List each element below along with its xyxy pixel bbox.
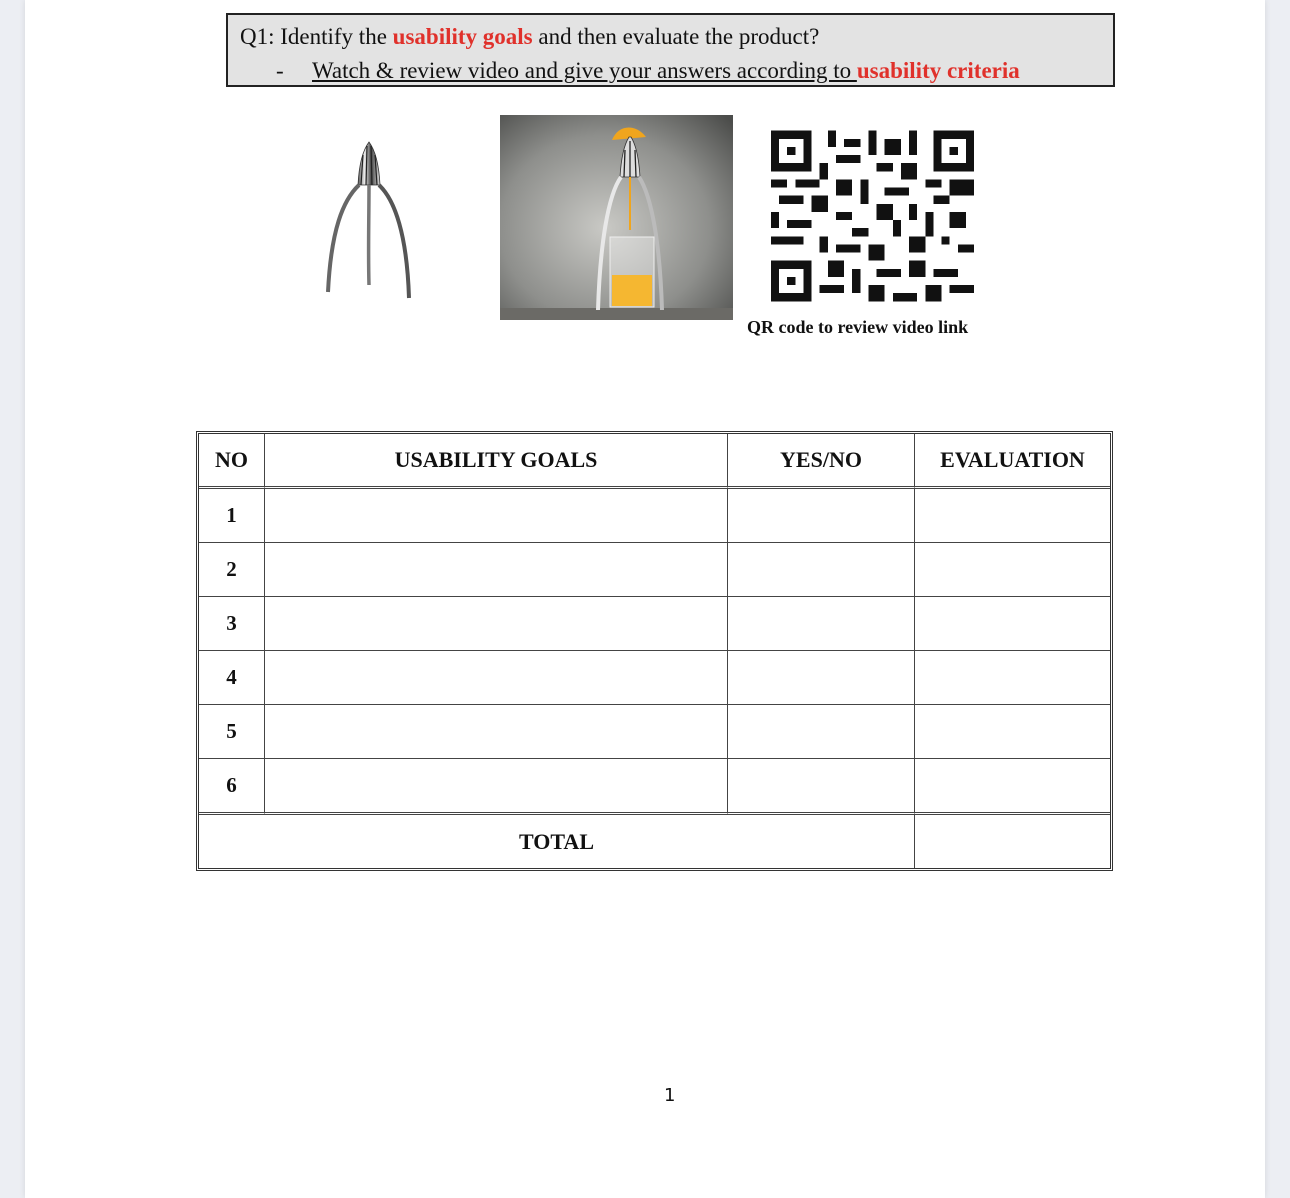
table-row	[199, 651, 1110, 705]
document-page	[25, 0, 1265, 1198]
row-number: 1	[199, 489, 265, 543]
goal-cell[interactable]	[265, 705, 728, 759]
header-evaluation: EVALUATION	[915, 434, 1110, 489]
table-header-row	[199, 434, 1110, 489]
question-line-2: - Watch & review video and give your answers according to usability criteria	[276, 58, 1020, 83]
table-row	[199, 705, 1110, 759]
goal-cell[interactable]	[265, 543, 728, 597]
header-no: NO	[199, 434, 265, 489]
goal-cell[interactable]	[265, 489, 728, 543]
qr-caption: QR code to review video link	[747, 317, 969, 337]
table-row	[199, 759, 1110, 815]
total-row	[199, 815, 1110, 868]
row-number: 3	[199, 597, 265, 651]
goal-cell[interactable]	[265, 759, 728, 815]
yes-no-cell[interactable]	[728, 597, 915, 651]
page-number: 1	[664, 1085, 676, 1106]
question-box	[226, 13, 1115, 87]
evaluation-cell[interactable]	[915, 651, 1110, 705]
goal-cell[interactable]	[265, 651, 728, 705]
total-label: TOTAL	[199, 815, 915, 868]
table-row	[199, 543, 1110, 597]
yes-no-cell[interactable]	[728, 759, 915, 815]
goals-table	[196, 431, 1113, 871]
table-row	[199, 597, 1110, 651]
evaluation-cell[interactable]	[915, 489, 1110, 543]
evaluation-cell[interactable]	[915, 705, 1110, 759]
evaluation-cell[interactable]	[915, 597, 1110, 651]
usability-criteria-highlight: usability criteria	[856, 58, 1020, 83]
header-yes-no: YES/NO	[728, 434, 915, 489]
juicer-in-use-photo	[500, 115, 733, 320]
yes-no-cell[interactable]	[728, 543, 915, 597]
evaluation-cell[interactable]	[915, 543, 1110, 597]
usability-table	[196, 431, 1113, 871]
goal-cell[interactable]	[265, 597, 728, 651]
row-number: 2	[199, 543, 265, 597]
bullet-dash: -	[276, 58, 284, 83]
usability-goals-highlight: usability goals	[392, 24, 533, 49]
yes-no-cell[interactable]	[728, 651, 915, 705]
row-number: 6	[199, 759, 265, 815]
header-usability-goals: USABILITY GOALS	[265, 434, 728, 489]
row-number: 4	[199, 651, 265, 705]
qr-code	[771, 130, 974, 302]
table-row	[199, 489, 1110, 543]
evaluation-cell[interactable]	[915, 759, 1110, 815]
yes-no-cell[interactable]	[728, 705, 915, 759]
juicer-product-image	[323, 140, 415, 300]
yes-no-cell[interactable]	[728, 489, 915, 543]
row-number: 5	[199, 705, 265, 759]
question-line-1: Q1: Identify the usability goals and then evaluate the product?	[240, 24, 820, 49]
total-value-cell[interactable]	[915, 815, 1110, 868]
